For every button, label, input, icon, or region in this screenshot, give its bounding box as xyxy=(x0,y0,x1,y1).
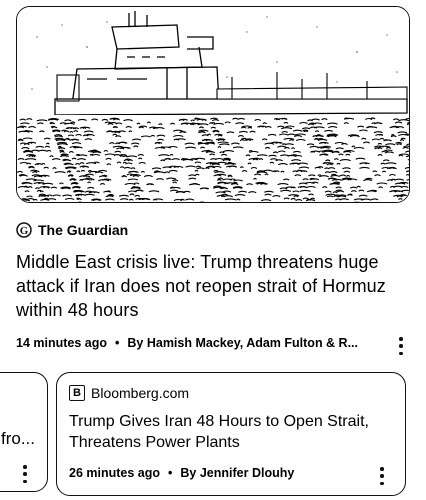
article-headline[interactable]: Middle East crisis live: Trump threatens huge attack if Iran does not reopen strait of Hormuz within 48 hours xyxy=(16,252,386,320)
more-options-icon[interactable] xyxy=(379,467,385,485)
article-meta xyxy=(69,466,294,480)
source-row xyxy=(16,222,128,238)
previous-news-card[interactable] xyxy=(0,372,48,492)
author-line: By Hamish Mackey, Adam Fulton & R... xyxy=(127,336,358,350)
source-row xyxy=(69,385,189,401)
article-headline[interactable]: Trump Gives Iran 48 Hours to Open Strait, Threatens Power Plants xyxy=(69,413,369,451)
tanker-ship-image xyxy=(17,7,410,203)
second-news-card[interactable] xyxy=(56,372,406,496)
main-news-card[interactable] xyxy=(16,6,410,366)
more-options-icon[interactable] xyxy=(22,465,28,483)
timestamp: 26 minutes ago xyxy=(69,466,160,480)
separator: • xyxy=(115,336,120,350)
article-thumbnail[interactable] xyxy=(16,6,410,203)
article-meta xyxy=(16,336,410,350)
bloomberg-logo-icon: B xyxy=(69,385,85,401)
more-options-icon[interactable] xyxy=(398,337,404,355)
svg-text:G: G xyxy=(19,225,29,237)
guardian-logo-icon xyxy=(16,222,32,238)
source-name: Bloomberg.com xyxy=(91,385,190,401)
source-name: The Guardian xyxy=(38,222,129,238)
article-headline-fragment[interactable]: fro... xyxy=(1,429,36,448)
timestamp: 14 minutes ago xyxy=(16,336,107,350)
author-line: By Jennifer Dlouhy xyxy=(180,466,295,480)
separator: • xyxy=(168,466,173,480)
